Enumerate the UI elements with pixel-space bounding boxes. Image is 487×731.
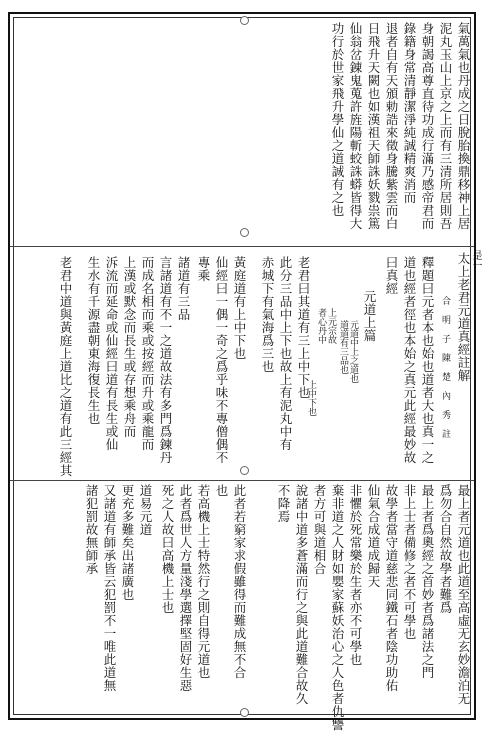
- text-column: 此者爲世人方量淺學選擇堅固好生惡: [178, 484, 193, 692]
- block-divider-top: [10, 246, 474, 247]
- text-column: 者方可與道相合: [312, 484, 327, 575]
- note-column: 者心丹中: [316, 308, 326, 344]
- text-column: 非上士者備修之者不可學也: [402, 484, 417, 640]
- text-column: 也: [214, 484, 229, 497]
- note-column: 上元宗故: [326, 308, 336, 344]
- text-column: 赤城下有氣海爲三也: [260, 256, 275, 373]
- text-column: 最上者爲奧經之首妙者爲諸法之門: [420, 484, 435, 679]
- text-column: 棄非道之人財如嬰家蘇妖治心之人色者仇讐: [330, 484, 345, 731]
- text-column: 上漢或默念而長生或存想乘舟而: [122, 256, 137, 438]
- text-column-title: 太上老君元道真經註解: [456, 252, 471, 382]
- text-column: 若高機上士特然行之則自得元道也: [196, 484, 211, 679]
- text-column: 非懼於死常樂於生者亦不可學也: [348, 484, 363, 666]
- text-column: 生水有千源盡朝東海復長生也: [86, 256, 101, 425]
- text-column: 日飛升天闕也如漢祖天師誅妖戮祟篤: [366, 22, 381, 230]
- text-column: 泝流而延命或仙經曰道有長生或仙: [104, 256, 119, 451]
- text-column: 仙經曰一偶一奇之爲乎味不專僧偶不: [214, 256, 229, 464]
- text-column: 曰真經: [384, 256, 399, 295]
- text-column: 道易元道: [138, 484, 153, 536]
- page-side-label: 是一: [470, 250, 481, 270]
- text-column: 此分三品中上下也故上有泥丸中有: [278, 256, 293, 451]
- text-column: 不降焉: [276, 484, 291, 523]
- text-column: 身朝謁高尊直待功成行滿乃感帝君而: [420, 22, 435, 230]
- binding-hole: [240, 708, 249, 717]
- text-column-heading: 元道上篇: [362, 290, 377, 342]
- note-column: 上中下也: [306, 380, 316, 416]
- note-column: 道道有三品也: [338, 320, 348, 374]
- text-column: 又諸道有師承皆云犯罰不一唯此道無: [102, 484, 117, 692]
- text-column: 諸道有三品: [176, 256, 191, 321]
- text-column: 老君曰其道有三上中下也: [296, 256, 311, 399]
- text-column: 言諸道有不一之道故法有多門爲鍊丹: [158, 256, 173, 464]
- text-column-author: 合 明 子 陳 楚 內 秀 註: [440, 296, 450, 438]
- text-column: 專乘: [196, 256, 211, 282]
- text-column: 釋題曰元者本也始也道者大也真一之: [420, 256, 435, 464]
- note-column: 元道中上之道也: [348, 320, 358, 383]
- text-column: 說諸中道多蒼滿而行之與此道難合故久: [294, 484, 309, 705]
- text-column: 功行於世家飛升學仙之道誠有之也: [330, 22, 345, 217]
- text-column: 更充多難矣出諸廣也: [120, 484, 135, 601]
- binding-hole: [240, 466, 249, 475]
- text-column: 黃庭道有上中下也: [232, 256, 247, 360]
- text-column: 而成名相而乘或按經而升或乘龍而: [140, 256, 155, 451]
- text-column: 錄籍身常清靜潔淨純誠精爽消而: [402, 22, 417, 204]
- text-column: 故學者當守道慈悲同鐵石者陰功助佑: [384, 484, 399, 692]
- binding-hole: [240, 228, 249, 237]
- binding-hole: [240, 16, 249, 25]
- text-column: 泥丸玉山上京之上而有三清所居則吾: [438, 22, 453, 230]
- block-divider-bottom: [10, 480, 474, 481]
- text-column: 此者若窮家求假雖得而難成無不合: [232, 484, 247, 679]
- text-column: 道也經者徑也本始之真元此經最妙故: [402, 256, 417, 464]
- text-column: 退者自有天頒勅誥來徵身騰紫雲而白: [384, 22, 399, 230]
- text-column: 死之人故曰高機上士也: [160, 484, 175, 614]
- text-column: 氣萬氣也丹成之日脫胎換鼎移神上居: [456, 22, 471, 230]
- text-column: 諸犯罰故無師承: [84, 484, 99, 575]
- text-column: 最上者元道也此道至高虛无玄妙澹泊无: [456, 484, 471, 705]
- text-column: 爲勿合自然故學者難爲: [438, 484, 453, 614]
- text-column: 老君中道與黃庭上道比之道有此三經其: [58, 256, 73, 477]
- text-column: 仙氣合成道成歸天: [366, 484, 381, 588]
- text-column: 仙翁岔錬鬼蒐許旌陽斬蛟誅蟒皆得大: [348, 22, 363, 230]
